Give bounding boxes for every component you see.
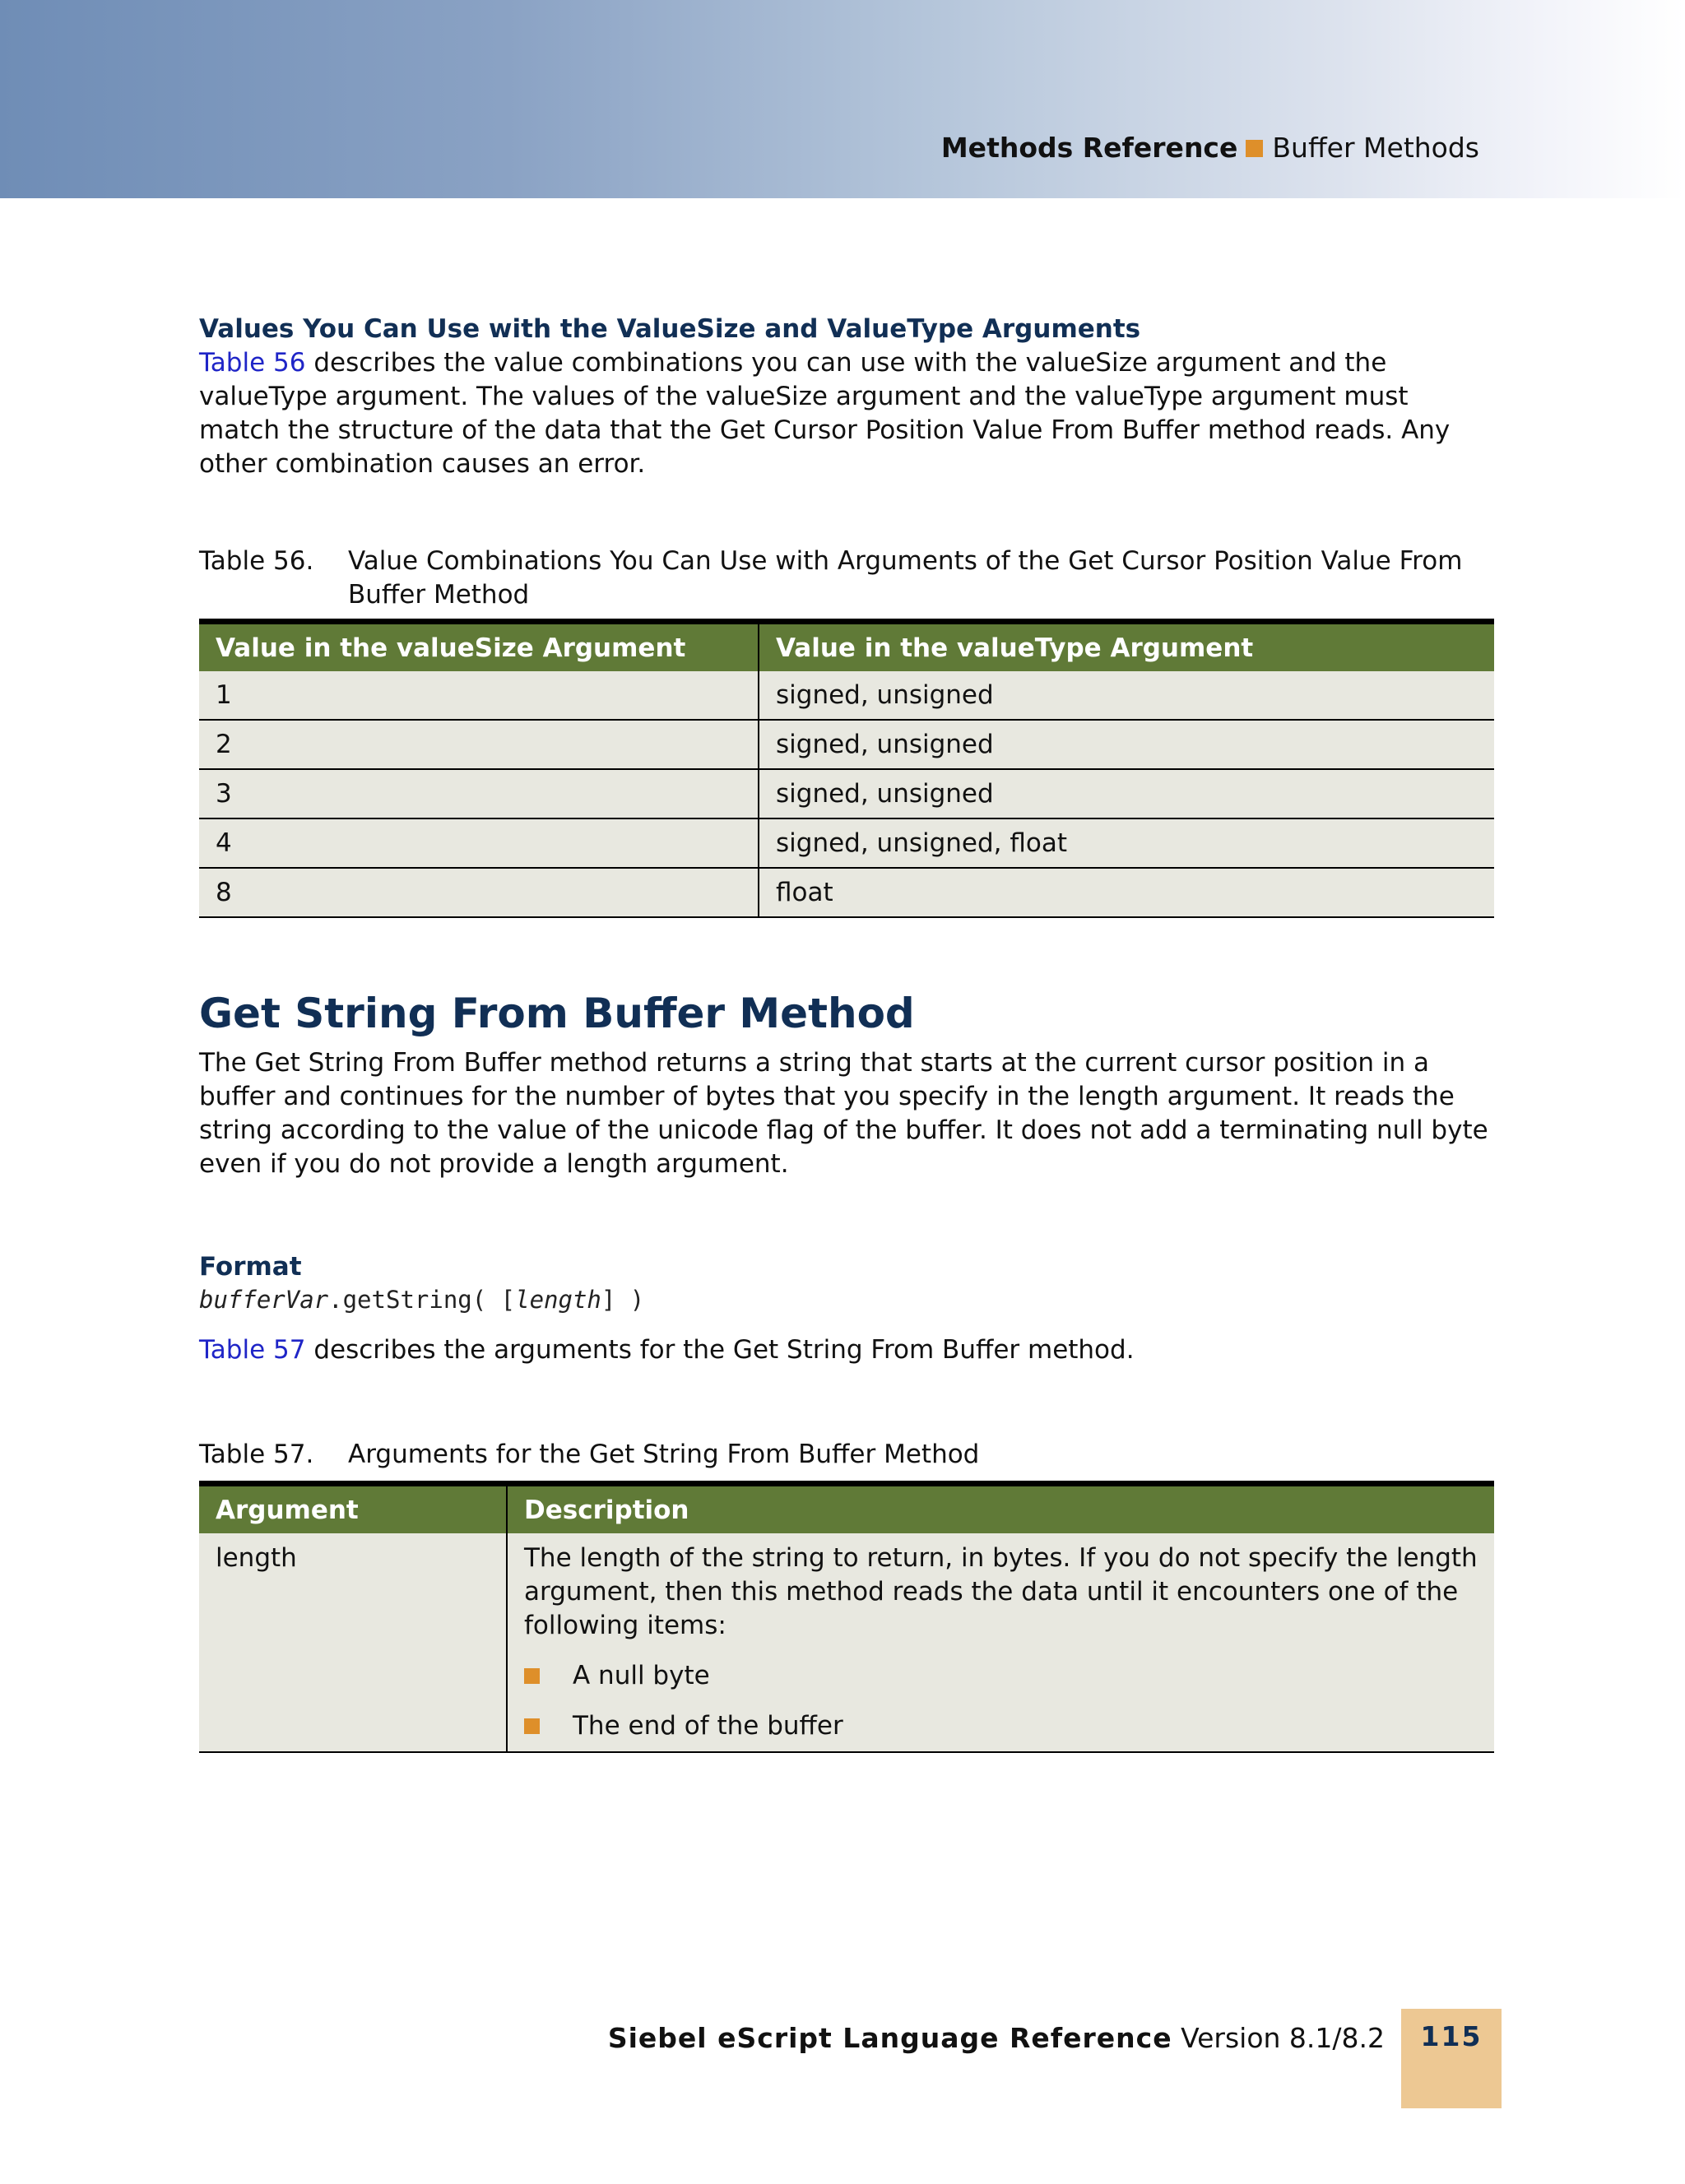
table56-link[interactable]: Table 56 — [199, 348, 306, 378]
table57-description-cell — [507, 1533, 1494, 1752]
table-row — [199, 818, 1494, 868]
list-item: The end of the buffer — [524, 1709, 1478, 1743]
table57 — [199, 1481, 1494, 1753]
table57-argument-cell: length — [199, 1533, 507, 1752]
table-row — [199, 769, 1494, 818]
table57-title: Arguments for the Get String From Buffer Method — [348, 1440, 980, 1469]
table57-description-text: The length of the string to return, in bytes. If you do not specify the length argument, then this method reads the data until it encounters one of the following items: — [524, 1543, 1478, 1640]
format-heading: Format — [199, 1252, 302, 1282]
table57-wrapper — [199, 1481, 1494, 1753]
table57-intro-paragraph: Table 57 describes the arguments for the Get String From Buffer method. — [199, 1335, 1135, 1365]
table57-link[interactable]: Table 57 — [199, 1335, 306, 1365]
values-heading: Values You Can Use with the ValueSize and ValueType Arguments — [199, 314, 1141, 344]
page-footer — [608, 2022, 1385, 2054]
table56-header-valuesize: Value in the valueSize Argument — [199, 622, 759, 672]
table56-wrapper — [199, 619, 1494, 918]
bullet-square-icon — [524, 1668, 540, 1684]
table-row — [199, 720, 1494, 769]
table56-number: Table 56. — [199, 546, 314, 576]
table56 — [199, 619, 1494, 918]
header-band — [0, 0, 1685, 198]
table56-caption — [199, 545, 1494, 612]
footer-version: Version 8.1/8.2 — [1181, 2022, 1385, 2054]
table57-caption — [199, 1438, 1494, 1472]
table-cell: signed, unsigned, float — [759, 818, 1494, 868]
table-cell: 1 — [199, 671, 759, 720]
footer-title: Siebel eScript Language Reference — [607, 2022, 1172, 2054]
table-cell: signed, unsigned — [759, 720, 1494, 769]
list-item: A null byte — [524, 1659, 1478, 1693]
values-section — [199, 313, 1494, 481]
table56-title: Value Combinations You Can Use with Arguments of the Get Cursor Position Value From Buffer Method — [348, 546, 1463, 610]
getstring-paragraph: The Get String From Buffer method returns a string that starts at the current cursor position in a buffer and continues for the number of bytes that you specify in the length argument. It reads the string according to the value of the unicode flag of the buffer. It does not add a terminating null byte even if you do not provide a length argument. — [199, 1048, 1488, 1179]
format-section — [199, 1250, 1494, 1367]
bullet-square-icon — [524, 1718, 540, 1734]
header-subsection: Buffer Methods — [1272, 132, 1479, 164]
table-row — [199, 868, 1494, 917]
table-cell: 2 — [199, 720, 759, 769]
getstring-heading: Get String From Buffer Method — [199, 990, 915, 1037]
getstring-section — [199, 989, 1494, 1181]
values-paragraph: Table 56 describes the value combinations you can use with the valueSize argument and the valueType argument. The values of the valueSize argument and the valueType argument must match the structure of the data that the Get Cursor Position Value From Buffer method reads. Any other combination causes an error. — [199, 348, 1451, 479]
bullet-square-icon — [1246, 140, 1263, 157]
table57-header-argument: Argument — [199, 1484, 507, 1534]
header-section: Methods Reference — [940, 132, 1238, 164]
page-number: 115 — [1420, 2020, 1483, 2052]
running-header — [941, 132, 1479, 164]
table56-header-valuetype: Value in the valueType Argument — [759, 622, 1494, 672]
format-code: bufferVar.getString( [length] ) — [199, 1286, 645, 1314]
table-row — [199, 1533, 1494, 1752]
table-cell: signed, unsigned — [759, 769, 1494, 818]
table-cell: signed, unsigned — [759, 671, 1494, 720]
table57-number: Table 57. — [199, 1440, 314, 1469]
table-cell: 4 — [199, 818, 759, 868]
table-cell: float — [759, 868, 1494, 917]
table-row — [199, 671, 1494, 720]
table57-header-description: Description — [507, 1484, 1494, 1534]
table-cell: 3 — [199, 769, 759, 818]
table-cell: 8 — [199, 868, 759, 917]
page-number-box — [1401, 2009, 1502, 2108]
